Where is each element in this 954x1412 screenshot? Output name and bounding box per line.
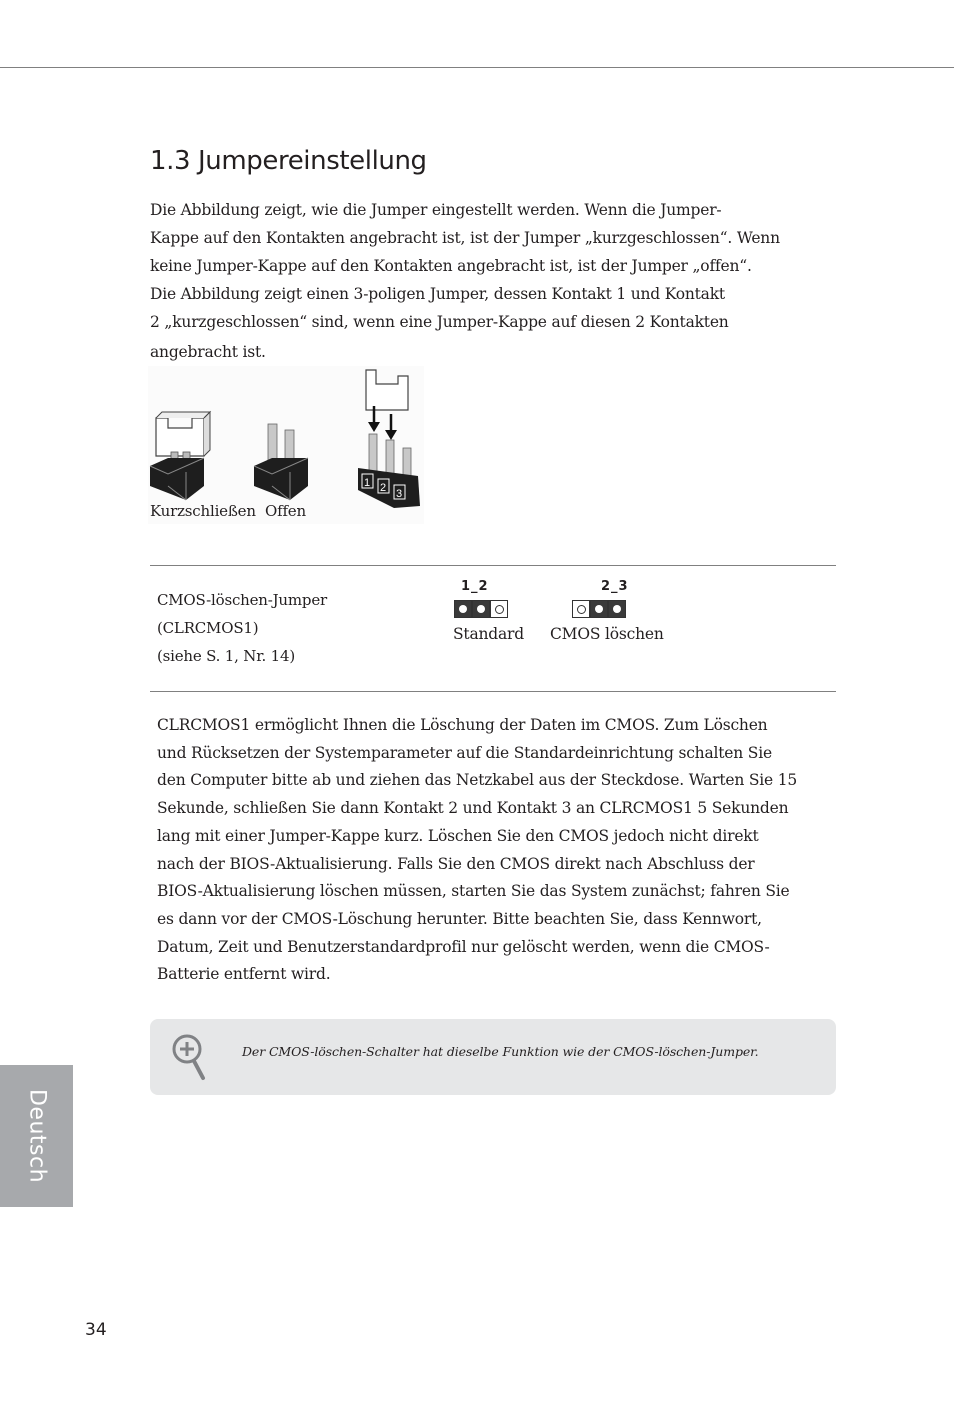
section-heading: 1.3 Jumpereinstellung [150,146,427,176]
table-bottom-rule [150,691,836,692]
pin-number: 3 [396,488,403,500]
pin-closed-icon [454,600,472,618]
body-line: es dann vor der CMOS-Löschung herunter. Bitte beachten Sie, dass Kennwort, [157,909,762,928]
body-line: und Rücksetzen der Systemparameter auf die Standardeinrichtung schalten Sie [157,743,772,762]
body-line: Datum, Zeit und Benutzerstandardprofil nur gelöscht werden, wenn die CMOS- [157,937,770,956]
body-line: den Computer bitte ab und ziehen das Netzkabel aus der Steckdose. Warten Sie 15 [157,771,798,790]
page-number: 34 [85,1320,107,1340]
jumper-name [157,586,327,670]
setting-1-pins-label: 1_2 [461,579,489,594]
body-line: lang mit einer Jumper-Kappe kurz. Löschen Sie den CMOS jedoch nicht direkt [157,826,759,845]
body-line: nach der BIOS-Aktualisierung. Falls Sie den CMOS direkt nach Abschluss der [157,854,755,873]
pin-number: 2 [380,482,387,494]
language-tab-label: Deutsch [24,1088,49,1184]
body-line: CLRCMOS1 ermöglicht Ihnen die Löschung der Daten im CMOS. Zum Löschen [157,716,768,734]
pin-closed-icon [608,600,626,618]
intro-line: Die Abbildung zeigt, wie die Jumper eingestellt werden. Wenn die Jumper- [150,201,722,219]
language-tab [0,1065,73,1207]
setting-2-caption: CMOS löschen [550,625,664,643]
jumper-name-line: (CLRCMOS1) [157,619,259,637]
pin-open-icon [490,600,508,618]
figure-label-open: Offen [265,502,306,520]
magnifier-plus-icon [170,1033,210,1083]
pin-closed-icon [590,600,608,618]
table-top-rule [150,565,836,566]
intro-paragraph [150,196,790,366]
note-box [150,1019,836,1095]
body-line: Batterie entfernt wird. [157,965,331,984]
body-paragraph [157,712,797,989]
pin-open-icon [572,600,590,618]
pin-number: 1 [364,477,371,489]
header-rule [0,67,954,68]
body-line: BIOS-Aktualisierung löschen müssen, starten Sie das System zunächst; fahren Sie [157,882,790,901]
jumper-name-line: (siehe S. 1, Nr. 14) [157,647,296,665]
note-text: Der CMOS-löschen-Schalter hat dieselbe Funktion wie der CMOS-löschen-Jumper. [242,1044,759,1059]
setting-2-pin-diagram [572,600,626,618]
setting-1-caption: Standard [453,625,524,643]
intro-line: keine Jumper-Kappe auf den Kontakten angebracht ist, ist der Jumper „offen“. [150,257,752,275]
intro-line: Kappe auf den Kontakten angebracht ist, ist der Jumper „kurzgeschlossen“. Wenn [150,229,780,247]
setting-1-pin-diagram [454,600,508,618]
jumper-name-line: CMOS-löschen-Jumper [157,591,327,609]
setting-2-pins-label: 2_3 [601,579,629,594]
pin-closed-icon [472,600,490,618]
body-line: Sekunde, schließen Sie dann Kontakt 2 und Kontakt 3 an CLRCMOS1 5 Sekunden [157,799,789,818]
figure-label-short: Kurzschließen [150,502,256,520]
intro-line: Die Abbildung zeigt einen 3-poligen Jumper, dessen Kontakt 1 und Kontakt [150,285,725,303]
intro-line: angebracht ist. [150,343,266,361]
intro-line: 2 „kurzgeschlossen“ sind, wenn eine Jumper-Kappe auf diesen 2 Kontakten [150,313,729,331]
